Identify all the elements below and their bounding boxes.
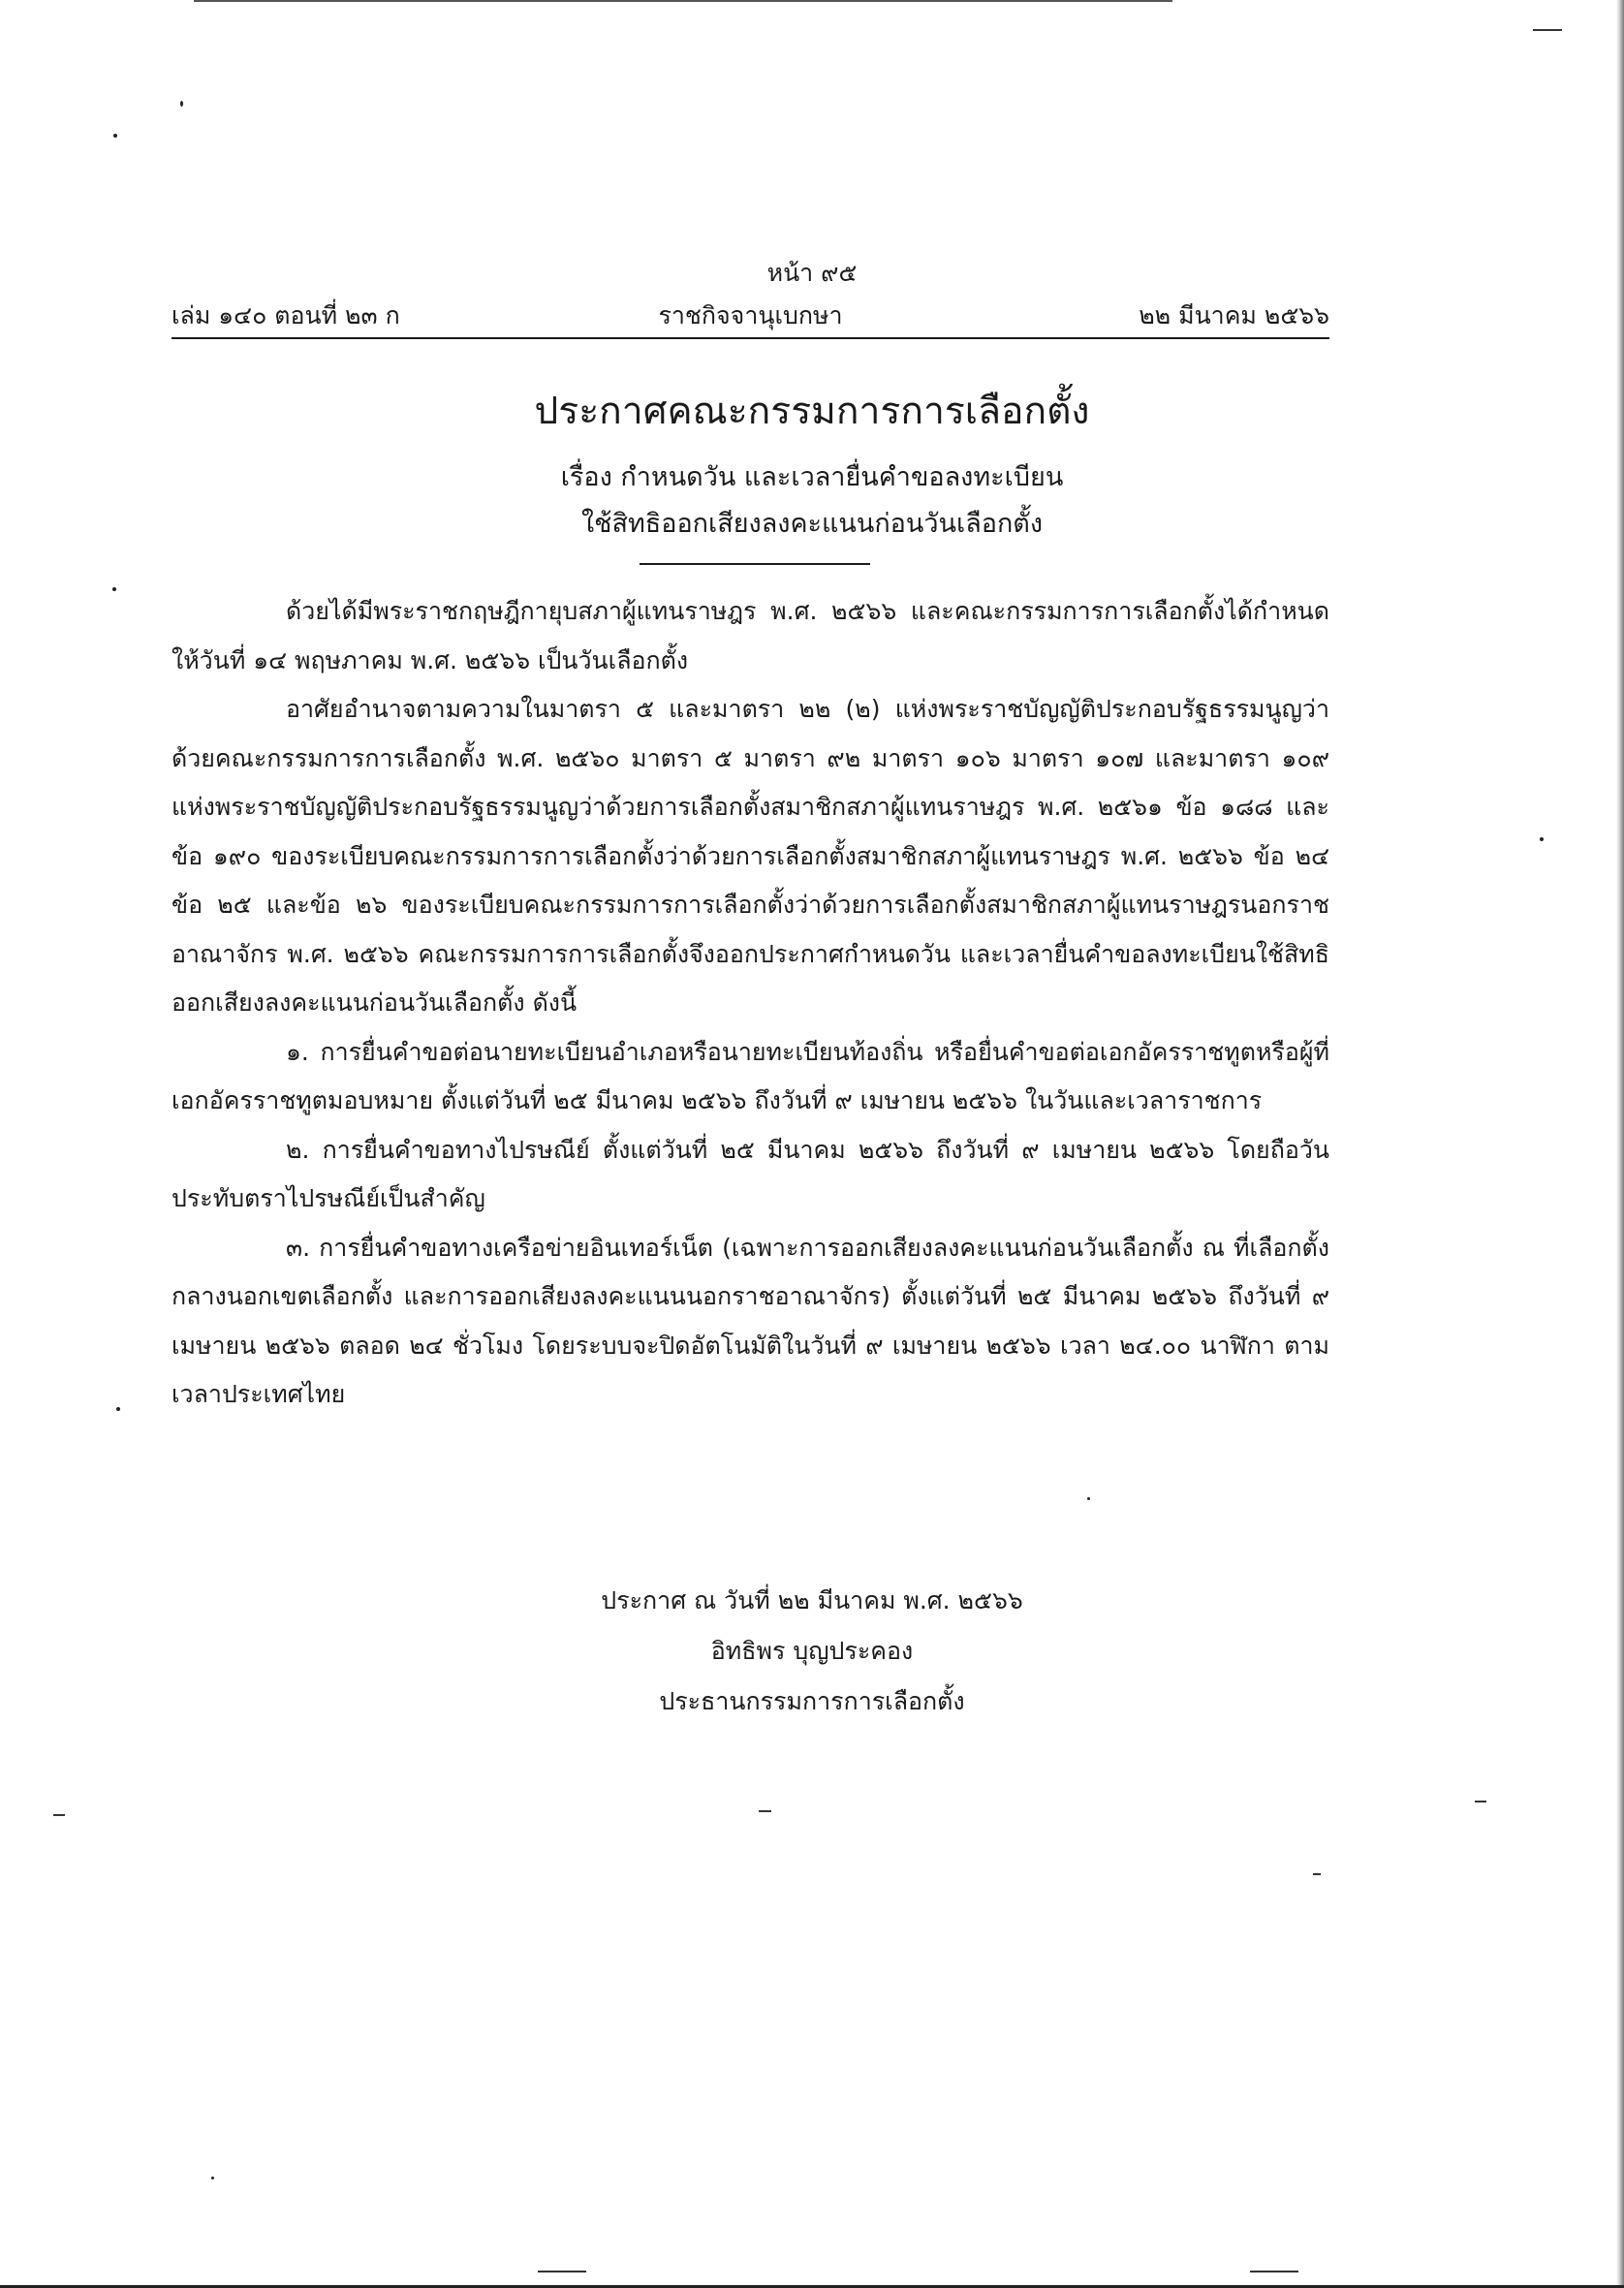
paragraph-item-2: ๒. การยื่นคำขอทางไปรษณีย์ ตั้งแต่วันที่ ๒๕ มีนาคม ๒๕๖๖ ถึงวันที่ ๙ เมษายน ๒๕๖๖ โดยถือวันประทับตราไปรษณีย์เป็นสำคัญ [172, 1135, 1329, 1212]
signatory-position: ประธานกรรมการการเลือกตั้ง [659, 1687, 965, 1715]
scan-dash [1475, 1801, 1486, 1802]
scan-speck [1087, 1497, 1090, 1500]
scan-speck [180, 101, 183, 107]
scan-edge-top [194, 0, 1172, 2]
scan-mark-top-right [1533, 29, 1562, 31]
scan-dash [53, 1814, 65, 1816]
paragraph-preamble: ด้วยได้มีพระราชกฤษฎีกายุบสภาผู้แทนราษฎร พ.ศ. ๒๕๖๖ และคณะกรรมการการเลือกตั้งได้กำหนดให้วันที่ ๑๔ พฤษภาคม พ.ศ. ๒๕๖๖ เป็นวันเลือกตั้ง [172, 597, 1329, 674]
page-number: หน้า ๙๕ [766, 259, 858, 287]
paragraph-authority: อาศัยอำนาจตามความในมาตรา ๕ และมาตรา ๒๒ (๒) แห่งพระราชบัญญัติประกอบรัฐธรรมนูญว่าด้วยคณะกรรมการการเลือกตั้ง พ.ศ. ๒๕๖๐ มาตรา ๕ มาตรา ๙๒ มาตรา ๑๐๖ มาตรา ๑๐๗ และมาตรา ๑๐๙ แห่งพระราชบัญญัติประกอบรัฐธรรมนูญว่าด้วยการเลือกตั้งสมาชิกสภาผู้แทนราษฎร พ.ศ. ๒๕๖๑ ข้อ ๑๘๘ และข้อ ๑๙๐ ของระเบียบคณะกรรมการการเลือกตั้งว่าด้วยการเลือกตั้งสมาชิกสภาผู้แทนราษฎร พ.ศ. ๒๕๖๖ ข้อ ๒๔ ข้อ ๒๕ และข้อ ๒๖ ของระเบียบคณะกรรมการการเลือกตั้งว่าด้วยการเลือกตั้งสมาชิกสภาผู้แทนราษฎรนอกราชอาณาจักร พ.ศ. ๒๕๖๖ คณะกรรมการการเลือกตั้งจึงออกประกาศกำหนดวัน และเวลายื่นคำขอลงทะเบียนใช้สิทธิออกเสียงลงคะแนนก่อนวันเลือกตั้ง ดังนี้ [172, 695, 1329, 1017]
announcement-subject-line-2: ใช้สิทธิออกเสียงลงคะแนนก่อนวันเลือกตั้ง [580, 509, 1044, 539]
announcement-title: ประกาศคณะกรรมการการเลือกตั้ง [534, 390, 1090, 433]
scan-dash [1250, 2271, 1298, 2272]
scan-dash [759, 1810, 771, 1812]
signature-date-line: ประกาศ ณ วันที่ ๒๒ มีนาคม พ.ศ. ๒๕๖๖ [601, 1586, 1023, 1614]
volume-issue: เล่ม ๑๔๐ ตอนที่ ๒๓ ก [172, 301, 400, 329]
scan-dash [1313, 1873, 1321, 1875]
scan-speck [1540, 837, 1544, 841]
gazette-header [172, 297, 1329, 331]
scan-speck [116, 1407, 120, 1411]
gazette-name: ราชกิจจานุเบกษา [658, 301, 843, 329]
paragraph-item-1: ๑. การยื่นคำขอต่อนายทะเบียนอำเภอหรือนายทะเบียนท้องถิ่น หรือยื่นคำขอต่อเอกอัครราชทูตหรือผู้ที่เอกอัครราชทูตมอบหมาย ตั้งแต่วันที่ ๒๕ มีนาคม ๒๕๖๖ ถึงวันที่ ๙ เมษายน ๒๕๖๖ ในวันและเวลาราชการ [172, 1037, 1329, 1114]
scan-speck [211, 2177, 214, 2179]
announcement-body [172, 587, 1329, 1420]
announcement-subject-line-1: เรื่อง กำหนดวัน และเวลายื่นคำขอลงทะเบียน [560, 462, 1064, 492]
scan-edge-right [1616, 0, 1624, 2288]
scan-dash [538, 2271, 586, 2272]
paragraph-item-3: ๓. การยื่นคำขอทางเครือข่ายอินเทอร์เน็ต (เฉพาะการออกเสียงลงคะแนนก่อนวันเลือกตั้ง ณ ที่เลือกตั้งกลางนอกเขตเลือกตั้ง และการออกเสียงลงคะแนนนอกราชอาณาจักร) ตั้งแต่วันที่ ๒๕ มีนาคม ๒๕๖๖ ถึงวันที่ ๙ เมษายน ๒๕๖๖ ตลอด ๒๔ ชั่วโมง โดยระบบจะปิดอัตโนมัติในวันที่ ๙ เมษายน ๒๕๖๖ เวลา ๒๔.๐๐ นาฬิกา ตามเวลาประเทศไทย [172, 1233, 1329, 1408]
scan-speck [113, 134, 117, 138]
gazette-date: ๒๒ มีนาคม ๒๕๖๖ [1139, 301, 1329, 329]
title-rule [640, 563, 870, 565]
header-rule [172, 337, 1329, 339]
scan-speck [112, 587, 116, 591]
signatory-name: อิทธิพร บุญประคอง [710, 1637, 914, 1665]
